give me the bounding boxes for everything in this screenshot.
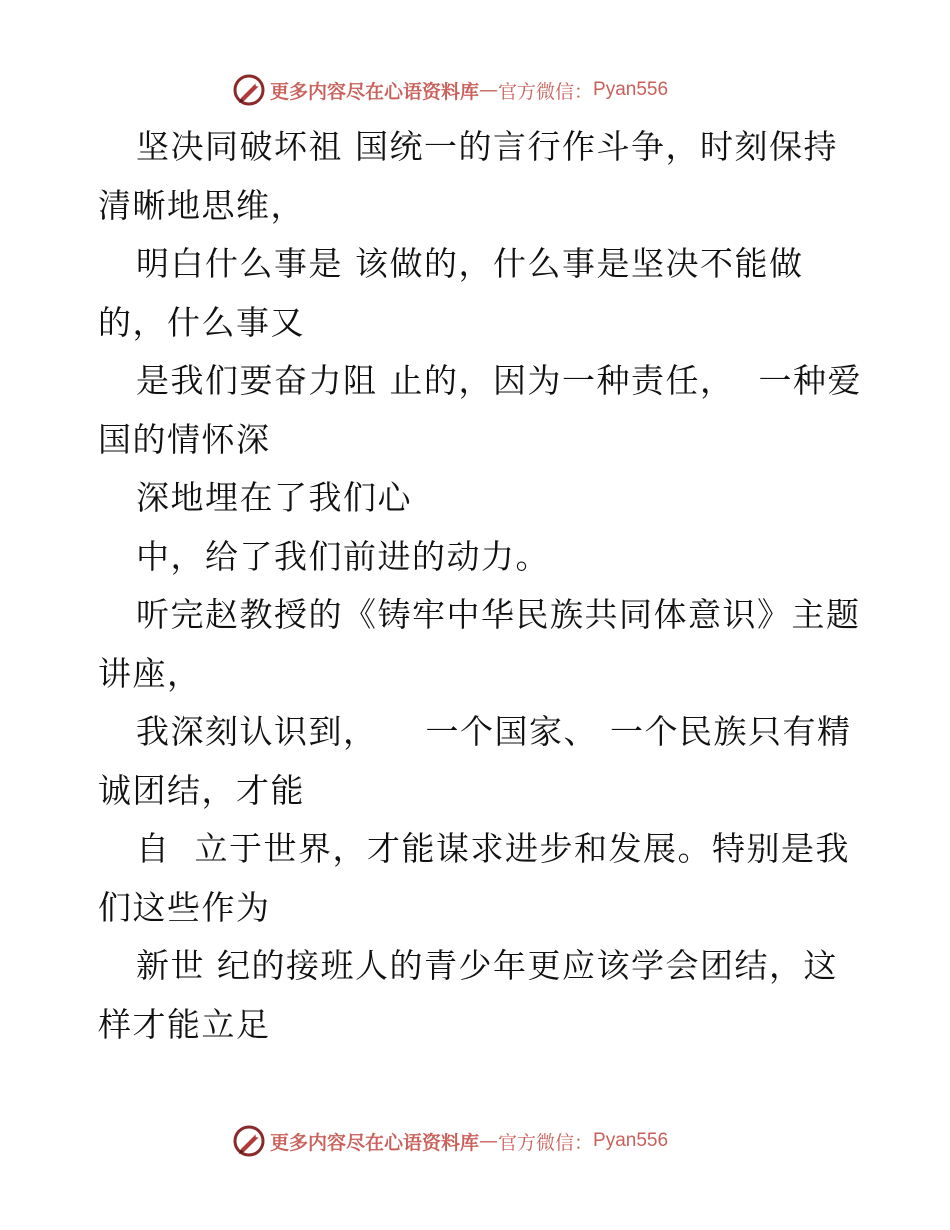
paragraph-line: 们这些作为 — [98, 887, 271, 927]
paragraph-line: 国的情怀深 — [98, 419, 271, 459]
paragraph-line: 样才能立足 — [98, 1004, 271, 1044]
paragraph-line: 诚团结，才能 — [98, 770, 305, 810]
header-banner — [232, 72, 668, 108]
header-dash: — — [479, 79, 499, 101]
footer-wechat-id: Pyan556 — [593, 1130, 669, 1151]
document-body — [98, 118, 862, 1054]
pen-logo-icon — [232, 73, 266, 107]
paragraph-line: 清晰地思维， — [98, 185, 305, 225]
footer-official-label: 官方微信： — [498, 1131, 594, 1154]
footer-site-text: 更多内容尽在心语资料库 — [270, 1131, 480, 1154]
header-wechat-id: Pyan556 — [593, 79, 669, 100]
footer-banner — [232, 1123, 668, 1159]
paragraph-line: 坚决同破坏祖 国统一的言行作斗争，时刻保持 — [136, 127, 838, 166]
paragraph-line: 的，什么事又 — [98, 302, 305, 342]
paragraph-line: 听完赵教授的《铸牢中华民族共同体意识》主题 — [136, 595, 861, 634]
paragraph-line: 自 立于世界，才能谋求进步和发展。特别是我 — [136, 829, 850, 868]
header-official-label: 官方微信： — [498, 80, 594, 103]
footer-dash: — — [479, 1130, 499, 1152]
paragraph-line: 新世 纪的接班人的青少年更应该学会团结，这 — [136, 946, 838, 985]
paragraph-line: 明白什么事是 该做的，什么事是坚决不能做 — [136, 244, 804, 283]
pen-logo-icon — [232, 1124, 266, 1158]
paragraph-line: 讲座， — [98, 653, 202, 693]
paragraph-line: 是我们要奋力阻 止的，因为一种责任， 一种爱 — [136, 361, 862, 400]
paragraph-line: 我深刻认识到， 一个国家、 一个民族只有精 — [136, 712, 852, 751]
header-site-text: 更多内容尽在心语资料库 — [270, 80, 480, 103]
paragraph-line: 中，给了我们前进的动力。 — [136, 536, 550, 576]
paragraph-line: 深地埋在了我们心 — [136, 478, 412, 517]
